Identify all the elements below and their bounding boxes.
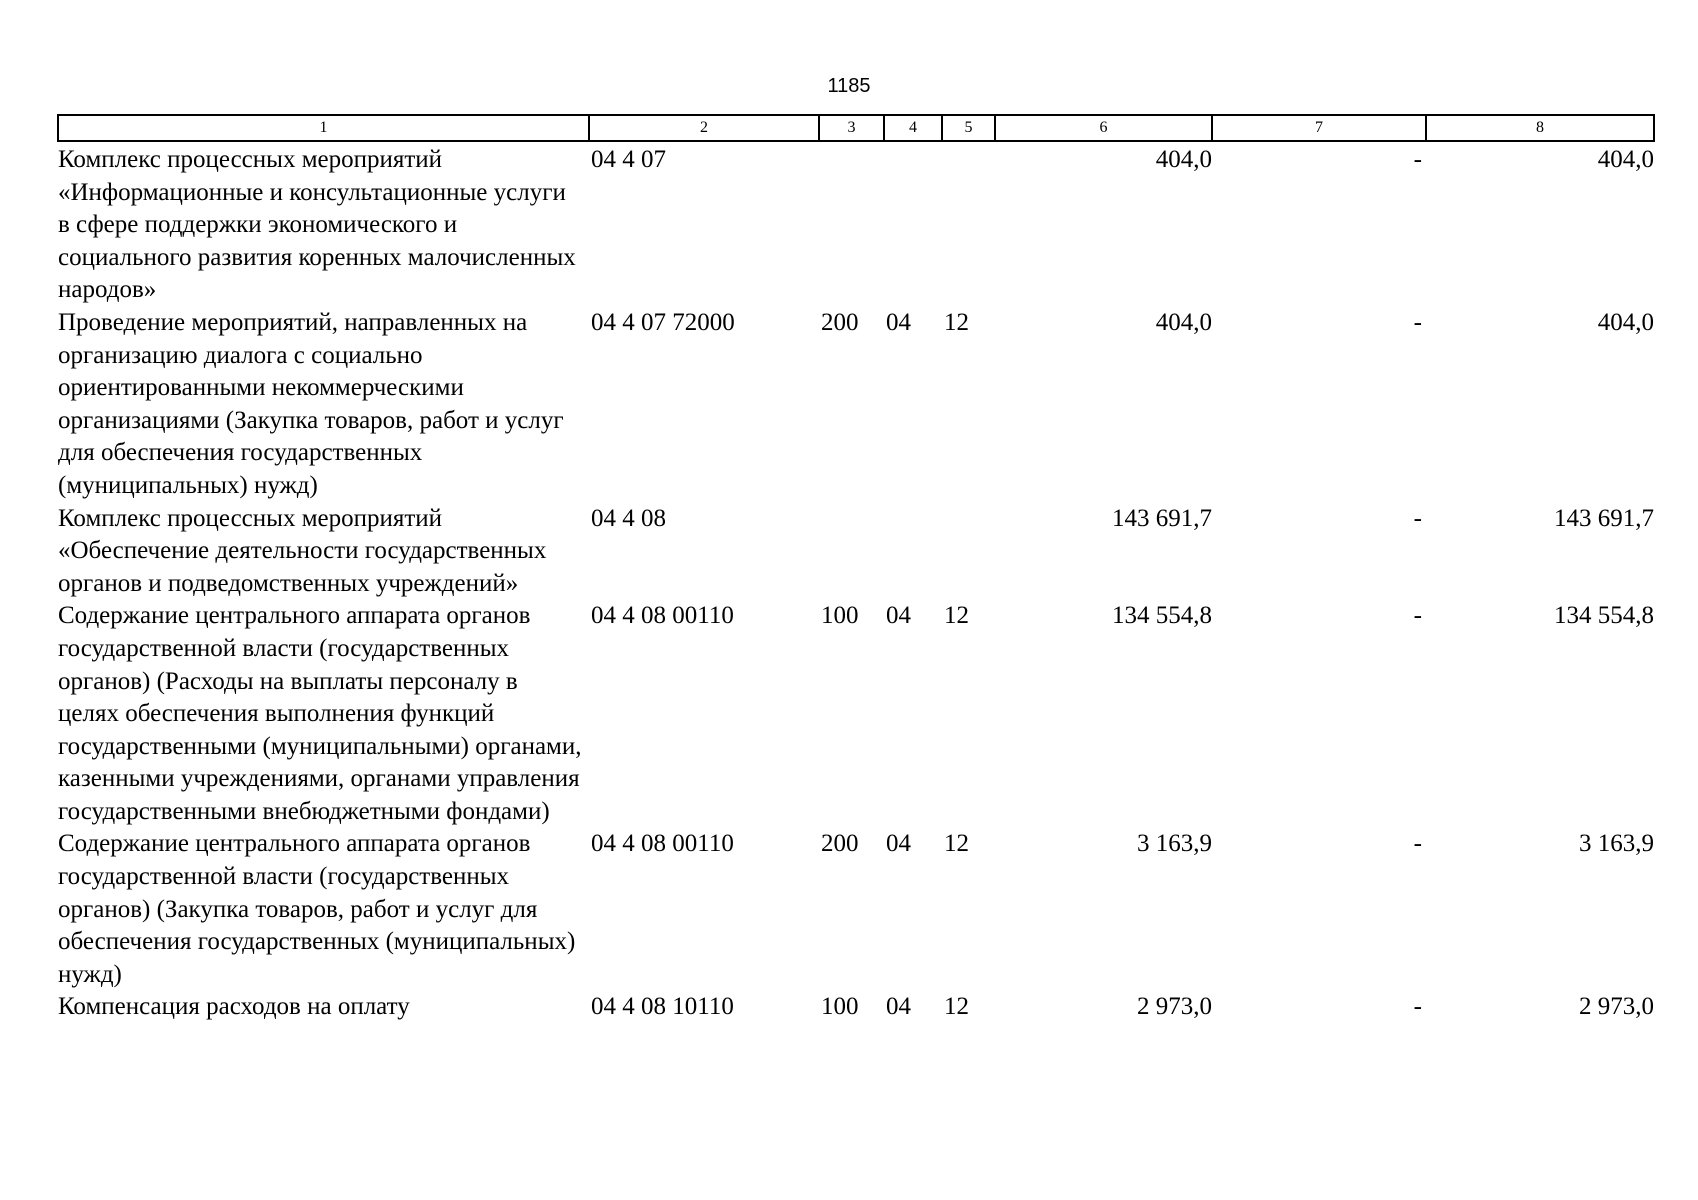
table-row (58, 503, 1654, 601)
row-col6: 134 554,8 (1112, 602, 1212, 630)
row-col8: 404,0 (1597, 146, 1654, 173)
column-header-4: 4 (884, 115, 942, 141)
row-col7: - (1413, 602, 1422, 630)
column-header-7: 7 (1212, 115, 1426, 141)
row-col4 (884, 503, 942, 601)
table-row (58, 600, 1654, 828)
table-row (58, 307, 1654, 503)
row-col4: 04 (886, 830, 911, 858)
row-name: Комплекс процессных мероприятий «Обеспечение деятельности государственных органов и подведомственных учреждений» (58, 504, 547, 597)
row-col6: 404,0 (1155, 308, 1212, 336)
row-col3: 100 (821, 602, 859, 630)
row-col7: - (1413, 308, 1422, 336)
row-col5 (942, 503, 995, 601)
row-code: 04 4 08 00110 (591, 830, 734, 858)
row-col8: 2 973,0 (1579, 993, 1654, 1021)
row-col8: 143 691,7 (1554, 504, 1654, 532)
row-col8: 404,0 (1597, 308, 1654, 336)
row-col4: 04 (886, 993, 911, 1021)
column-header-2: 2 (589, 115, 819, 141)
row-col3: 200 (821, 830, 859, 858)
budget-table (57, 114, 1655, 1024)
row-col6: 3 163,9 (1137, 830, 1212, 858)
row-name: Компенсация расходов на оплату (58, 993, 410, 1021)
row-code: 04 4 08 00110 (591, 602, 734, 630)
column-header-6: 6 (995, 115, 1212, 141)
row-code: 04 4 07 (591, 146, 666, 173)
column-header-5: 5 (942, 115, 995, 141)
column-header-3: 3 (819, 115, 884, 141)
row-col7: - (1413, 146, 1422, 173)
row-col5: 12 (944, 308, 969, 336)
row-col7: - (1413, 993, 1422, 1021)
row-col8: 3 163,9 (1579, 830, 1654, 858)
row-col8: 134 554,8 (1554, 602, 1654, 630)
row-col7: - (1413, 830, 1422, 858)
table-row (58, 991, 1654, 1024)
header-row (58, 115, 1654, 141)
row-col3 (819, 503, 884, 601)
row-col4: 04 (886, 602, 911, 630)
row-col7: - (1413, 504, 1422, 532)
row-code: 04 4 07 72000 (591, 308, 735, 336)
row-col5: 12 (944, 830, 969, 858)
row-col4: 04 (886, 308, 911, 336)
row-code: 04 4 08 10110 (591, 993, 734, 1021)
column-header-1: 1 (58, 115, 589, 141)
row-col6: 143 691,7 (1112, 504, 1212, 532)
row-col5: 12 (944, 993, 969, 1021)
row-col6: 404,0 (1155, 146, 1212, 173)
row-col3 (819, 141, 884, 307)
table-row (58, 828, 1654, 991)
row-col5 (942, 141, 995, 307)
row-col4 (884, 141, 942, 307)
table-row (58, 141, 1654, 307)
row-col6: 2 973,0 (1137, 993, 1212, 1021)
row-col3: 200 (821, 308, 859, 336)
column-header-8: 8 (1426, 115, 1654, 141)
row-name: Содержание центрального аппарата органов государственной власти (государственных органов) (Расходы на выплаты персоналу в целях обеспечения выполнения функций государственными (муниципальными) органами, казенными учреждениями, органами управления государственными внебюджетными фондами) (58, 602, 582, 825)
row-code: 04 4 08 (591, 504, 666, 532)
row-name: Проведение мероприятий, направленных на организацию диалога с социально ориентированными некоммерческими организациями (Закупка товаров, работ и услуг для обеспечения государственных (муниципальных) нужд) (58, 308, 564, 499)
row-col5: 12 (944, 602, 969, 630)
row-name: Комплекс процессных мероприятий «Информационные и консультационные услуги в сфере поддержки экономического и социального развития коренных малочисленных народов» (58, 146, 576, 304)
row-name: Содержание центрального аппарата органов государственной власти (государственных органов) (Закупка товаров, работ и услуг для обеспечения государственных (муниципальных) нужд) (58, 830, 576, 988)
page-number: 1185 (827, 75, 871, 97)
row-col3: 100 (821, 993, 859, 1021)
